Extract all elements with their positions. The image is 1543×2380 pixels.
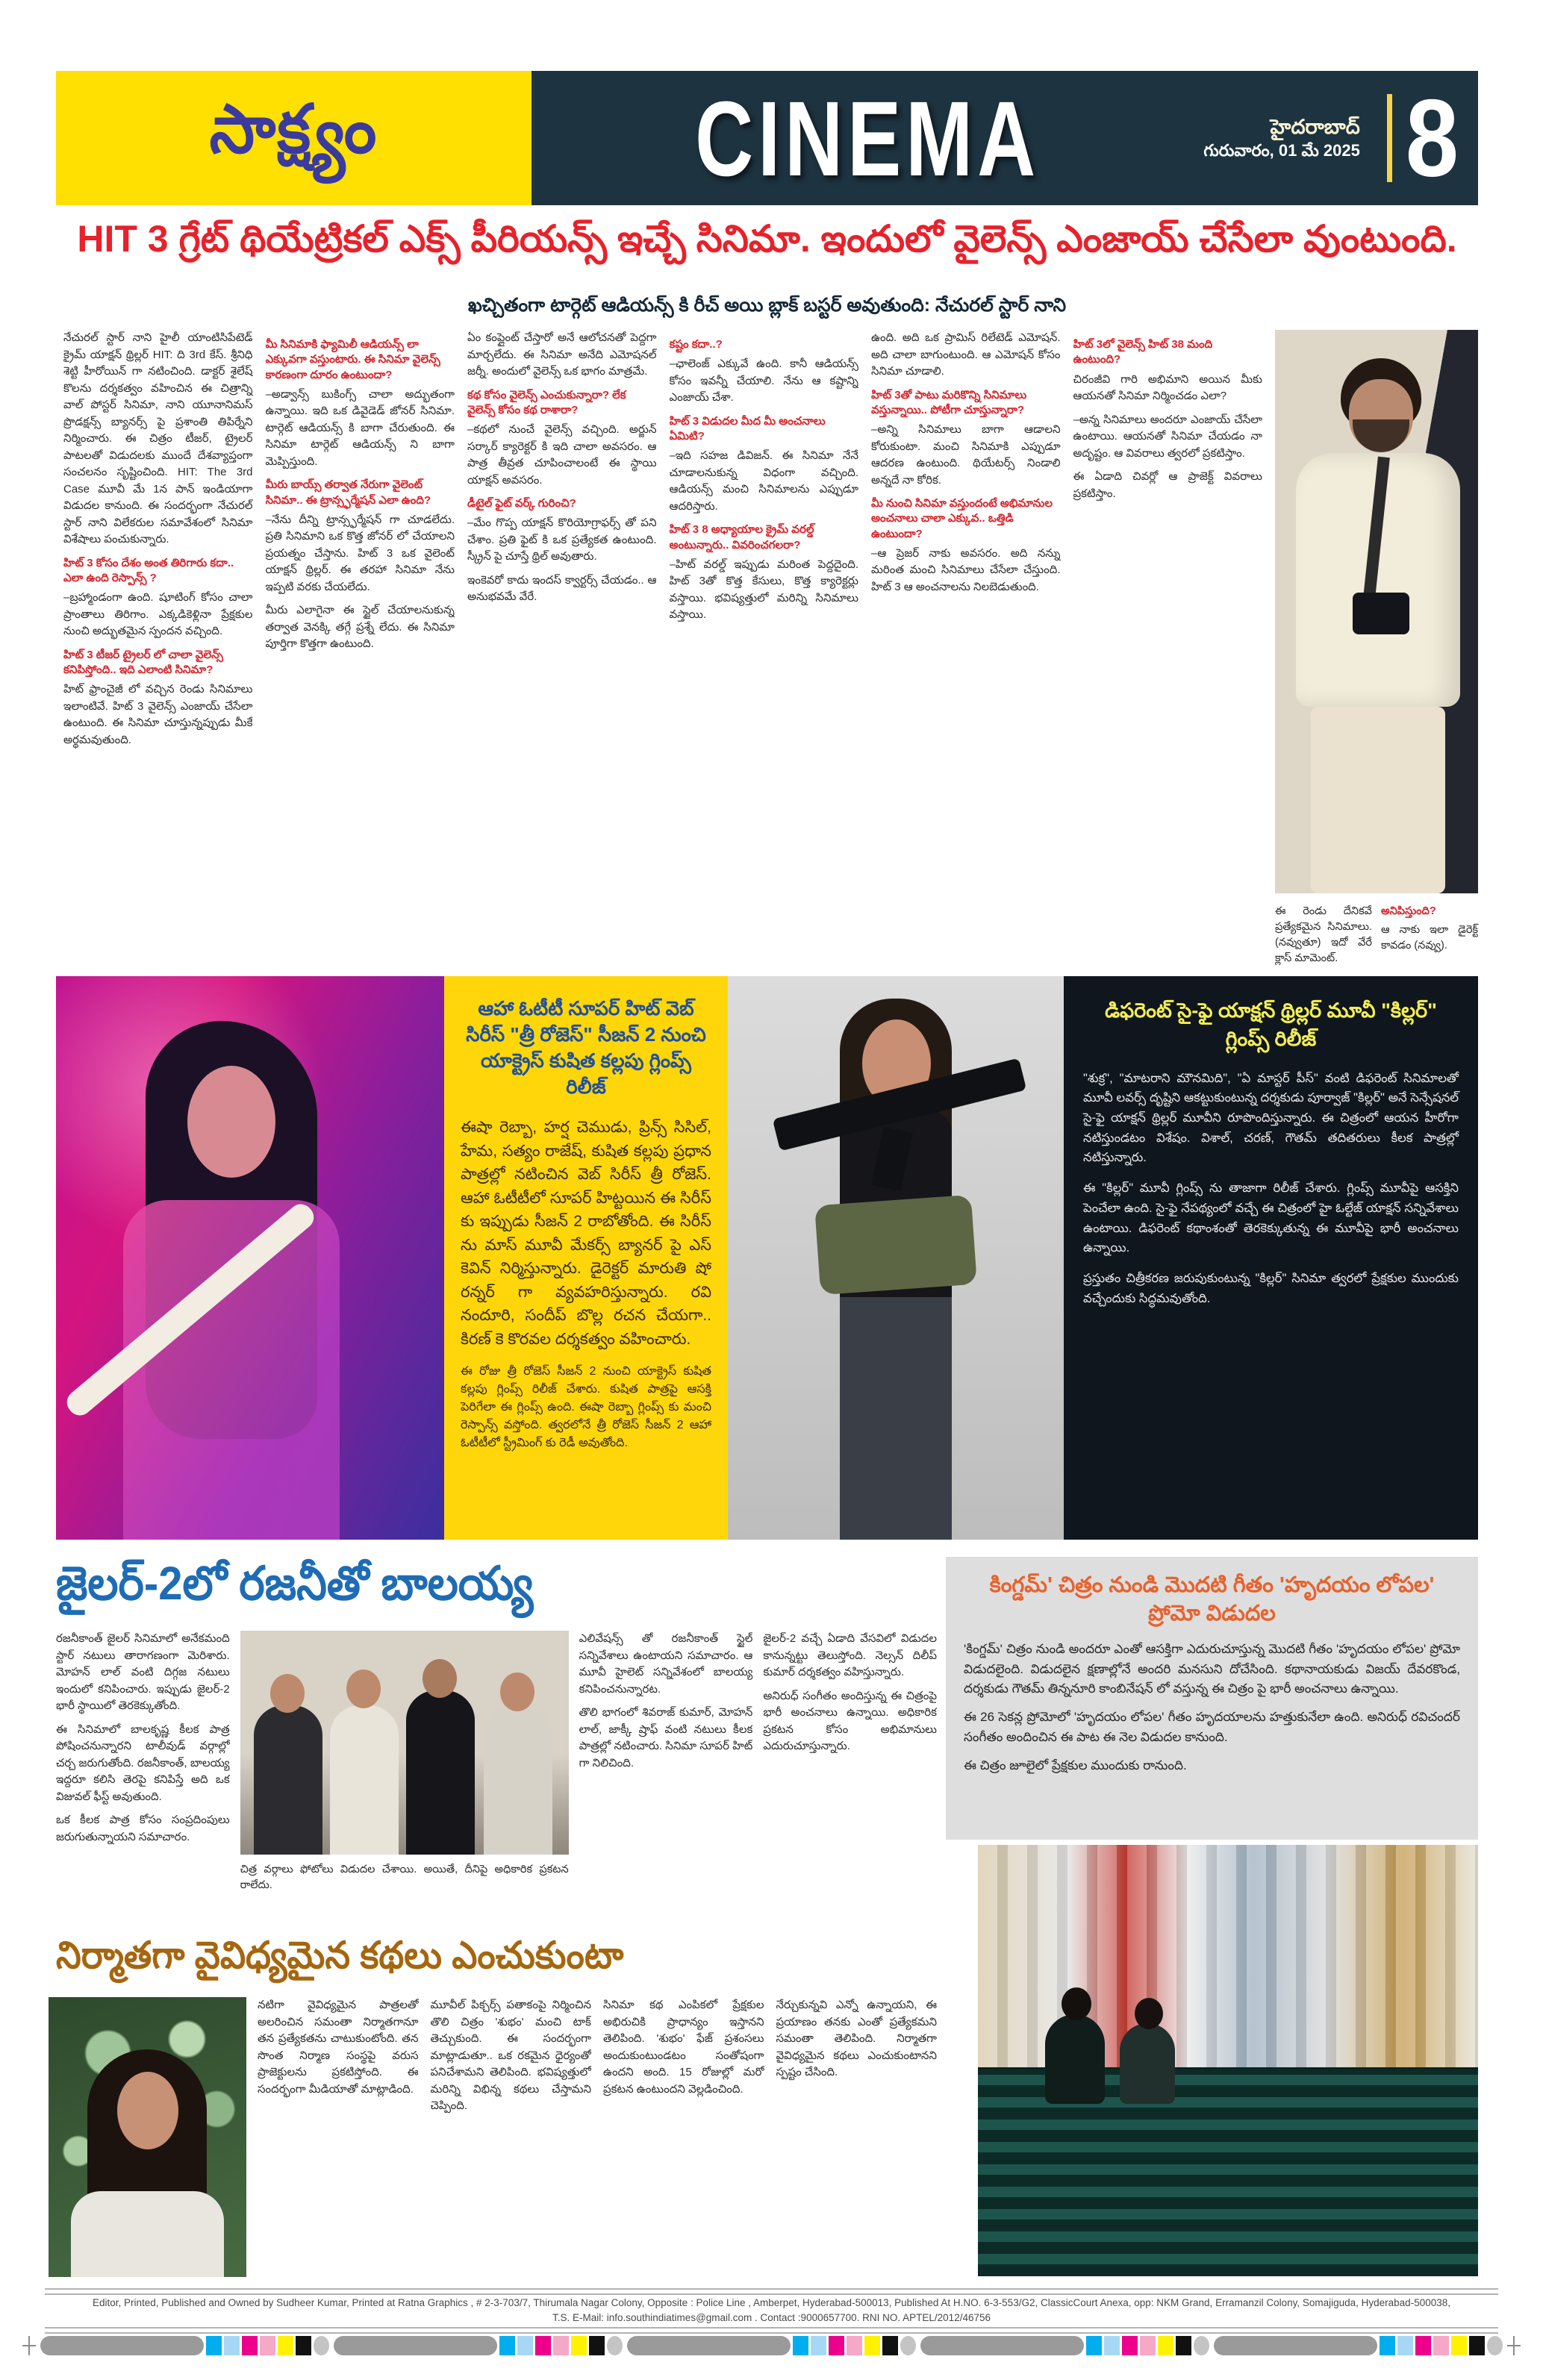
masthead-divider: [1387, 94, 1392, 182]
caption-answer: ఆ నాకు ఇలా డైరెక్ట్ కావడం (నవ్వు).: [1381, 924, 1478, 952]
question-heading: హిట్ 3 టీజర్ ట్రైలర్ లో చాలా వైలెన్స్ కనిపిస్తోంది.. ఇది ఎలాంటి సినిమా?: [63, 648, 223, 676]
color-chip: [1104, 2336, 1120, 2355]
paragraph: ఈ చిత్రం జూలైలో ప్రేక్షకుల ముందుకు రానుంది.: [964, 1758, 1187, 1773]
color-calibration-strip: [22, 2334, 1521, 2357]
photo-caption-right: [1381, 904, 1478, 966]
color-chip: [1397, 2336, 1413, 2355]
strip-group: [1214, 2334, 1503, 2357]
color-chip: [1140, 2336, 1156, 2355]
color-chip: [535, 2336, 551, 2355]
edition-city: హైదరాబాద్: [1270, 116, 1360, 139]
color-chip: [864, 2336, 880, 2355]
paragraph: –హిట్ వరల్డ్ ఇప్పుడు మరింత పెద్దదైంది. హిట్ 3తో కొత్త కేసులు, కొత్త క్యారెక్టర్లు వస్తాయి. భవిష్యత్తులో మరిన్ని సినిమాలు వస్తాయి.: [669, 557, 858, 622]
person-head: [346, 1670, 381, 1708]
killer-body: [1083, 1069, 1459, 1309]
color-chip: [517, 2336, 533, 2355]
paragraph: –ఆ ప్రెజర్ నాకు అవసరం. అది నన్ను మరింత మంచి సినిమాలు చేసేలా చేస్తుంది. హిట్ 3 ఆ అంచనాలను నిలబెడుతుంది.: [871, 546, 1061, 593]
color-chip: [499, 2336, 515, 2355]
color-chip: [224, 2336, 240, 2355]
person-silhouette: [484, 1705, 552, 1855]
color-chip: [811, 2336, 826, 2355]
photo-caption: [1275, 904, 1478, 966]
strip-group: [627, 2334, 916, 2357]
question-heading: హిట్ 3 కోసం దేశం అంత తిరిగారు కదా.. ఎలా ఉంది రెస్పాన్స్ ?: [63, 556, 234, 584]
interview-article: [63, 330, 1478, 970]
interview-column-4: [670, 330, 859, 970]
masthead-right: [532, 71, 1478, 205]
jailer-column-1: [56, 1631, 230, 1914]
jailer-column-2: [579, 1631, 753, 1914]
gray-bar: [920, 2336, 1084, 2355]
person-silhouette: [330, 1705, 399, 1855]
page-number: 8: [1405, 76, 1459, 200]
crop-mark-icon: [22, 2336, 36, 2355]
paragraph: ఈ ఏడాది చివర్లో ఆ ప్రాజెక్ట్ వివరాలు ప్రకటిస్తాం.: [1073, 470, 1262, 500]
color-chip: [793, 2336, 808, 2355]
person-beard: [1353, 419, 1409, 452]
paragraph: జైలర్-2 వచ్చే ఏడాది వేసవిలో విడుదల కానున్నట్టు తెలుస్తోంది. నెల్సన్ దిలీప్ కుమార్ దర్శకత్వం వహిస్తున్నారు.: [763, 1632, 938, 1678]
strip-group: [334, 2334, 623, 2357]
middle-band: [56, 976, 1478, 1540]
crop-mark-icon: [1507, 2336, 1521, 2355]
paragraph: –అన్ని సినిమాలు బాగా ఆడాలని కోరుకుంటా. మంచి సినిమాకి ఎప్పుడూ ఆదరణ ఉంటుంది. థియేటర్స్ నిండాలి అన్నదే నా కోరిక.: [871, 423, 1061, 487]
person-silhouette: [1045, 2014, 1105, 2104]
paragraph: –నేను దీన్ని ట్రాన్స్ఫర్మేషన్ గా చూడలేదు. ప్రతి సినిమాని ఒక కొత్త జోనర్ లో చేయాలని ప్రయత్నం చేస్తాను. హిట్ 3 ఒక వైలెంట్ యాక్షన్ థ్రిల్లర్. ఈ తరహా సినిమా నేను ఇప్పటి వరకు చేయలేదు.: [265, 513, 455, 593]
paragraph: ఒక కీలక పాత్ర కోసం సంప్రదింపులు జరుగుతున్నాయని సమాచారం.: [56, 1814, 230, 1843]
strip-group: [40, 2334, 329, 2357]
color-chip: [900, 2336, 916, 2355]
killer-heroine-photo: [728, 976, 1064, 1540]
color-chip: [1122, 2336, 1138, 2355]
kingdom-headline: కింగ్డమ్' చిత్రం నుండి మొదటి గీతం 'హృదయం లోపల' ప్రోమో విడుదల: [989, 1573, 1435, 1625]
color-chip: [314, 2336, 329, 2355]
color-chip: [1487, 2336, 1503, 2355]
color-chip: [260, 2336, 275, 2355]
masthead: [56, 71, 1478, 205]
jailer-event-photo: [240, 1631, 569, 1855]
paragraph: 'కింగ్డమ్' చిత్రం నుండి అందరూ ఎంతో ఆసక్తిగా ఎదురుచూస్తున్న మొదటి గీతం 'హృదయం లోపల' ప్రోమో విడుదలైంది. విడుదలైన క్షణాల్లోనే అందరి మనసుని దోచేసింది. కథానాయకుడు విజయ్ దేవరకొండ, దర్శకుడు గౌతమ్ తిన్ననూరి కాంబినేషన్ లో వస్తున్న ఈ చిత్రం పై భారీ అంచనాలు ఉన్నాయి.: [964, 1642, 1460, 1696]
producer-article: [258, 1997, 937, 2284]
jailer-headline: జైలర్-2లో రజనీతో బాలయ్య: [56, 1558, 534, 1611]
color-chip: [1176, 2336, 1191, 2355]
paragraph: ఎలివేషన్స్ తో రజనీకాంత్ స్టైల్ సన్నివేశాలు ఉంటాయని సమాచారం. ఆ మూవీ హైలెట్ సన్నివేశంలో బాలయ్య కనిపించనున్నారట.: [579, 1632, 753, 1696]
color-chip: [1194, 2336, 1209, 2355]
paragraph: –ఛాలెంజ్ ఎక్కువే ఉంది. కానీ ఆడియన్స్ కోసం ఇవన్నీ చేయాలి. నేను ఆ కష్టాన్ని ఎంజాయ్ చేశా.: [669, 357, 858, 405]
gray-bar: [627, 2336, 791, 2355]
producer-column-1: [258, 1997, 419, 2284]
paragraph: ఇంకెవరో కాదు ఇందస్ క్వార్టర్స్ చేయడం.. ఆ అనుభవమే వేరే.: [467, 573, 657, 604]
paragraph: చిరంజీవి గారి అభిమాని అయిన మీకు ఆయనతో సినిమా నిర్మించడం ఎలా?: [1073, 372, 1262, 402]
paragraph: ఉంది. అది ఒక ప్రామిస్ రిలేటెడ్ ఎమోషన్. అది చాలా బాగుంటుంది. ఆ ఎమోషన్ కోసం సినిమా చూడాలి.: [871, 331, 1061, 378]
section-title: CINEMA: [695, 78, 1041, 198]
paragraph: –బ్రహ్మాండంగా ఉంది. షూటింగ్ కోసం చాలా ప్రాంతాలు తిరిగాం. ఎక్కడికెళ్లినా ప్రేక్షకుల నుంచి అద్భుతమైన స్పందన వచ్చింది.: [63, 591, 253, 637]
interview-column-3: [467, 330, 657, 970]
paragraph: "శుక్ర", "మాటరాని మౌనమిది", "ఏ మాస్టర్ పీస్" వంటి డిఫరెంట్ సినిమాలతో మూవీ లవర్స్ దృష్టిని ఆకట్టుకుంటున్న దర్శకుడు పూర్వాజ్ "కిల్లర్" అనే సెన్సేషనల్ సై-ఫై యాక్షన్ థ్రిల్లర్ మూవీని రూపొందిస్తున్నారు. ఈ చిత్రంలో ఆయన హీరోగా నటిస్తుండటం విశేషం. విశాల్, చరణ్, గౌతమ్ తదితరులు కీలక పాత్రల్లో నటిస్తున్నారు.: [1083, 1071, 1459, 1165]
person-head: [1062, 1987, 1091, 2020]
three-roses-body: ఈ రోజు త్రీ రోజెస్ సీజన్ 2 నుంచి యాక్ట్రెస్ కుషిత కల్లపు గ్లింప్స్ రిలీజ్ చేశారు. కుషిత పాత్రపై ఆసక్తి పెరిగేలా ఈ గ్లింప్స్ ఉంది. ఈషా రెబ్బా గ్లింప్స్ కు మంచి రెస్పాన్స్ వస్తోంది. త్వరలోనే త్రీ రోజెస్ సీజన్ 2 ఆహా ఓటీటీలో స్ట్రీమింగ్ కు రెడీ అవుతోంది.: [461, 1365, 711, 1450]
color-chip: [589, 2336, 605, 2355]
imprint-line-1: Editor, Printed, Published and Owned by Sudheer Kumar, Printed at Ratna Graphics , # 2-3-703/7, Thirumala Nagar Colony, Opposite : Police Line , Amberpet, Hyderabad-500013, Published At H.NO. 6-3-553/G2, ClassicCourt Anexa, opp: NKM Grand, Erramanzil Colony, Somajiguda, Hyderabad-500038,: [93, 2297, 1450, 2308]
paragraph: నేర్చుకున్నవి ఎన్నో ఉన్నాయని, ఈ ప్రయాణం తనకు ఎంతో ప్రత్యేకమని సమంతా తెలిపింది. నిర్మాతగా వైవిధ్యమైన కథలు ఎంచుకుంటానని స్పష్టం చేసింది.: [776, 1999, 937, 2078]
color-chip: [1451, 2336, 1467, 2355]
color-chip: [1415, 2336, 1431, 2355]
interview-column-5: [871, 330, 1061, 970]
person-blouse: [71, 2191, 224, 2277]
paragraph: మీరు ఎలాగైనా ఈ స్టైల్ చేయాలనుకున్న తర్వాత వెనక్కి తగ్గే ప్రశ్నే లేదు. ఈ సినిమా పూర్తిగా కొత్తగా ఉంటుంది.: [265, 604, 455, 651]
color-chip: [847, 2336, 862, 2355]
producer-headline: నిర్మాతగా వైవిధ్యమైన కథలు ఎంచుకుంటా: [56, 1935, 624, 1977]
photo-caption-left: ఈ రెండు దేనికవే ప్రత్యేకమైన సినిమాలు. (నవ్వుతూ) ఇదో వేరే క్లాస్ మామెంట్.: [1275, 905, 1372, 965]
paragraph: ఈ సినిమాలో బాలకృష్ణ కీలక పాత్ర పోషించనున్నారని టాలీవుడ్ వర్గాల్లో చర్చ జరుగుతోంది. రజనీకాంత్, బాలయ్య ఇద్దరూ కలిసి తెరపై కనిపిస్తే అది ఒక విజువల్ ఫీస్ట్ అవుతుంది.: [56, 1722, 230, 1803]
newspaper-logo[interactable]: [56, 71, 532, 205]
gray-bar: [334, 2336, 497, 2355]
person-silhouette: [254, 1705, 322, 1855]
paragraph: రజనీకాంత్ జైలర్ సినిమాలో అనేకమంది స్టార్ నటులు తారాగణంగా మెరిశారు. మోహన్ లాల్ వంటి దిగ్గజ నటులు ఇందులో కనిపించారు. ఇప్పుడు జైలర్-2 భారీ స్థాయిలో తెరకెక్కుతోంది.: [56, 1632, 230, 1712]
nani-photo-stack: [1275, 330, 1478, 970]
color-chip: [829, 2336, 844, 2355]
killer-headline: డిఫరెంట్ సై-ఫై యాక్షన్ థ్రిల్లర్ మూవీ "కిల్లర్" గ్లింప్స్ రిలీజ్: [1105, 999, 1437, 1050]
producer-portrait-photo: [49, 1997, 246, 2277]
jailer-column-3: [763, 1631, 937, 1914]
color-chip: [1433, 2336, 1449, 2355]
jailer-photo-stack: [240, 1631, 569, 1914]
question-heading: డీటైల్ ఫైట్ వర్క్ గురించి?: [467, 497, 576, 510]
question-heading: హిట్ 3తో పాటు మరికొన్ని సినిమాలు వస్తున్నాయి.. పోటీగా చూస్తున్నారా?: [871, 388, 1027, 416]
edition-date: గురువారం, 01 మే 2025: [1203, 141, 1360, 160]
producer-column-4: [776, 1997, 938, 2284]
interview-column-6: [1073, 330, 1263, 970]
three-roses-lead: ఈషా రెబ్బా, హర్ష చెముడు, ప్రిన్స్ సిసిల్, హేమ, సత్యం రాజేష్, కుషిత కల్లపు ప్రధాన పాత్రల్లో నటించిన వెబ్ సిరీస్ త్రీ రోజెస్. ఆహా ఓటీటీలో సూపర్ హిట్టయిన ఈ సిరీస్ కు ఇప్పుడు సీజన్ 2 రాబోతోంది. ఈ సిరీస్ ను మాస్ మూవీ మేకర్స్ బ్యానర్ పై ఎస్ కెవిన్ నిర్మిస్తున్నారు. డైరెక్టర్ మారుతి షో రన్నర్ గా వ్యవహరిస్తున్నారు. రవి నందూరి, సందీప్ బొల్ల రచన చేయగా.. కిరణ్ కె కొరవల దర్శకత్వం వహించారు.: [461, 1119, 711, 1348]
caption-question: అనిపిస్తుంది?: [1381, 905, 1436, 917]
paragraph: మూవీల్ పిక్చర్స్ పతాకంపై నిర్మించిన తొలి చిత్రం 'శుభం' మంచి టాక్ తెచ్చుకుంది. ఈ సందర్భంగా మాట్లాడుతూ.. ఒక రకమైన ధైర్యంతో పనిచేశామని తెలిపింది. భవిష్యత్తులో మరిన్ని విభిన్న కథలు చేస్తామని చెప్పింది.: [430, 1999, 591, 2112]
three-roses-box: [444, 976, 728, 1540]
paragraph: –అన్న సినిమాలు అందరూ ఎంజాయ్ చేసేలా ఉంటాయి. ఆయనతో సినిమా చేయడం నా అదృష్టం. ఆ వివరాలు త్వరలో ప్రకటిస్తాం.: [1073, 413, 1262, 460]
paragraph: –అడ్వాన్స్ బుకింగ్స్ చాలా అద్భుతంగా ఉన్నాయి. ఇది ఒక డివైడెడ్ జోనర్ సినిమా. టార్గెట్ ఆడియన్స్ కి బాగా చేరుతుంది. ఈ సినిమా టార్గెట్ ఆడియన్స్ ని బాగా మెప్పిస్తుంది.: [265, 387, 455, 468]
color-chip: [1380, 2336, 1395, 2355]
strip-group: [920, 2334, 1209, 2357]
paragraph: ప్రస్తుతం చిత్రీకరణ జరుపుకుంటున్న "కిల్లర్" సినిమా త్వరలో ప్రేక్షకుల ముందుకు వచ్చేందుకు సిద్ధమవుతోంది.: [1083, 1272, 1459, 1305]
jailer-photo-note: చిత్ర వర్గాలు ఫోటోలు విడుదల చేశాయి. అయితే, దీనిపై అధికారిక ప్రకటన రాలేదు.: [240, 1864, 569, 1892]
person-pants: [1311, 707, 1445, 893]
camera-icon: [1353, 593, 1409, 634]
person-head: [423, 1659, 457, 1698]
edition-block: [1203, 115, 1360, 160]
color-chip: [571, 2336, 587, 2355]
killer-box: [1064, 976, 1478, 1540]
interview-column-2: [266, 330, 455, 970]
person-head: [500, 1672, 534, 1711]
lead-headline: HIT 3 గ్రేట్ థియేట్రికల్ ఎక్స్ పీరియన్స్ ఇచ్చే సినిమా. ఇందులో వైలెన్స్ ఎంజాయ్ చేసేలా వుంటుంది.: [77, 218, 1457, 260]
person-silhouette: [1120, 2023, 1175, 2104]
question-heading: హిట్ 3 8 అధ్యాయాల క్రైమ్ వరల్డ్ అంటున్నారు.. వివరించగలరా?: [669, 523, 814, 552]
paragraph: నేచురల్ స్టార్ నాని హైలీ యాంటిసిపేటెడ్ క్రైమ్ యాక్షన్ థ్రిల్లర్ HIT: ది 3rd కేస్. శ్రీనిధి శెట్టి హీరోయిన్ గా నటించింది. డాక్టర్ శైలేష్ కొలను దర్శకత్వం వహించిన ఈ చిత్రాన్ని వాల్ పోస్టర్ సినిమా, నాని యూనానిమస్ ప్రొడక్షన్స్ బ్యానర్స్ పై ప్రశాంతి తిపిర్నేని నిర్మించారు. ఈ చిత్రం టీజర్, ట్రైలర్ పాటలతో విడుదలకు ముందే దేశవ్యాప్తంగా సంచలనం సృష్టించింది. HIT: The 3rd Case మూవీ మే 1న పాన్ ఇండియాగా విడుదల కానుంది. ఈ సందర్భంగా నేచురల్ స్టార్ నాని విలేకరుల సమావేశంలో సినిమా విశేషాలు పంచుకున్నారు.: [63, 331, 253, 546]
color-chip: [206, 2336, 222, 2355]
paragraph: ఈ 26 సెకన్ల ప్రోమోలో 'హృదయం లోపల' గీతం హృదయాలను హత్తుకునేలా ఉంది. అనిరుధ్ రవిచందర్ సంగీతం అందించిన ఈ పాట ఈ నెల విడుదల కానుంది.: [964, 1710, 1460, 1744]
paragraph: హిట్ ఫ్రాంచైజీ లో వచ్చిన రెండు సినిమాలు ఇలాంటివే. హిట్ 3 వైలెన్స్ ఎంజాయ్ చేసేలా ఉంటుంది. ఈ సినిమా చూస్తున్నప్పుడు మీకే అర్థమవుతుంది.: [63, 683, 253, 746]
question-heading: మీ సినిమాకి ఫ్యామిలీ ఆడియన్స్ లా ఎక్కువగా వస్తుంటారు. ఈ సినిమా వైలెన్స్ కారణంగా దూరం ఉంటుందా?: [265, 338, 440, 381]
question-heading: కథ కోసం వైలెన్స్ ఎంచుకున్నారా? లేక వైలెన్స్ కోసం కథ రాశారా?: [467, 388, 626, 416]
question-heading: హిట్ 3లో వైలెన్స్ హిట్ 38 మంది ఉంటుంది?: [1073, 338, 1213, 366]
gray-bar: [1214, 2336, 1377, 2355]
person-face: [117, 2072, 178, 2149]
producer-column-2: [431, 1997, 592, 2284]
color-chip: [242, 2336, 258, 2355]
actress-glimpse-photo: [56, 976, 444, 1540]
person-silhouette: [406, 1690, 475, 1855]
imprint-line-2: T.S. E-Mail: info.southindiatimes@gmail.com . Contact :9000657700. RNI NO. APTEL/2012/46756: [552, 2312, 991, 2323]
waist-shirt: [814, 1195, 977, 1295]
question-heading: మీరు బాయ్స్ తర్వాత నేరుగా వైలెంట్ సినిమా.. ఈ ట్రాన్స్ఫర్మేషన్ ఎలా ఉంది?: [265, 478, 431, 507]
color-chip: [1086, 2336, 1102, 2355]
question-heading: హిట్ 3 విడుదల మీద మీ అంచనాలు ఏమిటి?: [669, 414, 826, 443]
nani-photo: [1275, 330, 1478, 893]
color-chip: [1469, 2336, 1485, 2355]
paragraph: నటిగా వైవిధ్యమైన పాత్రలతో అలరించిన సమంతా నిర్మాతగానూ తన ప్రత్యేకతను చాటుకుంటోంది. తన సొంత నిర్మాణ సంస్థపై వరుస ప్రాజెక్టులను ప్రకటిస్తోంది. ఈ సందర్భంగా మీడియాతో మాట్లాడింది.: [258, 1999, 419, 2096]
color-chip: [553, 2336, 569, 2355]
person-jeans: [840, 1297, 952, 1540]
person-jacket: [123, 1200, 340, 1540]
paragraph: ఈ "కిల్లర్" మూవీ గ్లింప్స్ ను తాజాగా రిలీజ్ చేశారు. గ్లింప్స్ మూవీపై ఆసక్తిని పెంచేలా ఉంది. సై-ఫై నేపథ్యంలో వచ్చే ఈ చిత్రంలో హై ఓల్టేజ్ యాక్షన్ సన్నివేశాలు ఉంటాయి. డిఫరెంట్ కథాంశంతో తెరకెక్కుతున్న ఈ మూవీపై భారీ అంచనాలు ఉన్నాయి.: [1083, 1181, 1459, 1255]
color-chip: [882, 2336, 898, 2355]
footer-rule-bottom: [45, 2327, 1498, 2334]
interview-column-1: [63, 330, 253, 970]
color-chip: [296, 2336, 311, 2355]
song-promo-photo: [978, 1845, 1478, 2276]
gray-bar: [40, 2336, 204, 2355]
question-heading: కష్టం కదా..?: [669, 338, 723, 351]
paragraph: ఏం కంప్లైంట్ చేస్తారో అనే ఆలోచనతో పెద్దగా మార్చలేదు. ఈ సినిమా అనేది ఎమోషనల్ జర్నీ. అందులో వైలెన్స్ ఒక భాగం మాత్రమే.: [467, 331, 657, 378]
color-chip: [1158, 2336, 1173, 2355]
jailer-article: [56, 1631, 937, 1914]
person-head: [1135, 1998, 1163, 2029]
kingdom-article: [946, 1557, 1478, 1840]
footer-rule-top: [45, 2288, 1498, 2295]
person-head: [270, 1674, 305, 1713]
newspaper-logo-text: సాక్ష్యం: [209, 92, 378, 167]
lead-subhead: ఖచ్చితంగా టార్గెట్ ఆడియన్స్ కి రీచ్ అయి బ్లాక్ బస్టర్ అవుతుంది: నేచురల్ స్టార్ నాని: [467, 295, 1067, 316]
color-chip: [607, 2336, 623, 2355]
paragraph: –ఇది సహజ డివిజన్. ఈ సినిమా నేనే చూడాలనుకున్న విధంగా వచ్చింది. ఆడియన్స్ మంచి సినిమాలను ఎప్పుడూ ఆదరిస్తారు.: [669, 449, 858, 513]
paragraph: –కథలో నుంచే వైలెన్స్ వచ్చింది. అర్జున్ సర్కార్ క్యారెక్టర్ కి ఇది చాలా అవసరం. ఆ పాత్ర తీవ్రత చూపించాలంటే ఈ స్థాయి యాక్షన్ అవసరం.: [467, 423, 657, 487]
paragraph: తొలి భాగంలో శివరాజ్ కుమార్, మోహన్ లాల్, జాక్కీ ష్రాఫ్ వంటి నటులు కీలక పాత్రల్లో నటించారు. సినిమా సూపర్ హిట్ గా నిలిచింది.: [579, 1706, 753, 1770]
paragraph: అనిరుధ్ సంగీతం అందిస్తున్న ఈ చిత్రంపై భారీ అంచనాలు ఉన్నాయి. అధికారిక ప్రకటన కోసం అభిమానులు ఎదురుచూస్తున్నారు.: [763, 1689, 938, 1752]
question-heading: మీ నుంచి సినిమా వస్తుందంటే అభిమానుల అంచనాలు చాలా ఎక్కువ.. ఒత్తిడి ఉంటుందా?: [871, 497, 1053, 540]
color-chip: [278, 2336, 293, 2355]
paragraph: –మేం గొప్ప యాక్షన్ కొరియోగ్రాఫర్స్ తో పని చేశాం. ప్రతి ఫైట్ కి ఒక ప్రత్యేకత ఉంటుంది. స్క్రీన్ పై చూస్తే థ్రిల్ అవుతారు.: [467, 516, 657, 563]
producer-column-3: [603, 1997, 764, 2284]
kingdom-body: [964, 1640, 1460, 1775]
three-roses-headline: ఆహా ఓటీటీ సూపర్ హిట్ వెబ్ సిరీస్ "త్రీ రోజెస్" సీజన్ 2 నుంచి యాక్ట్రెస్ కుషిత కల్లపు గ్లింప్స్ రిలీజ్: [466, 997, 706, 1099]
person-face: [187, 1066, 275, 1178]
paragraph: సినిమా కథ ఎంపికలో ప్రేక్షకుల అభిరుచికి ప్రాధాన్యం ఇస్తానని తెలిపింది. 'శుభం' ఫేజ్ ప్రశంసలు అందుకుంటుండటం సంతోషంగా ఉందని అంది. 15 రోజుల్లో మరో ప్రకటన ఉంటుందని వెల్లడించింది.: [603, 1999, 764, 2096]
